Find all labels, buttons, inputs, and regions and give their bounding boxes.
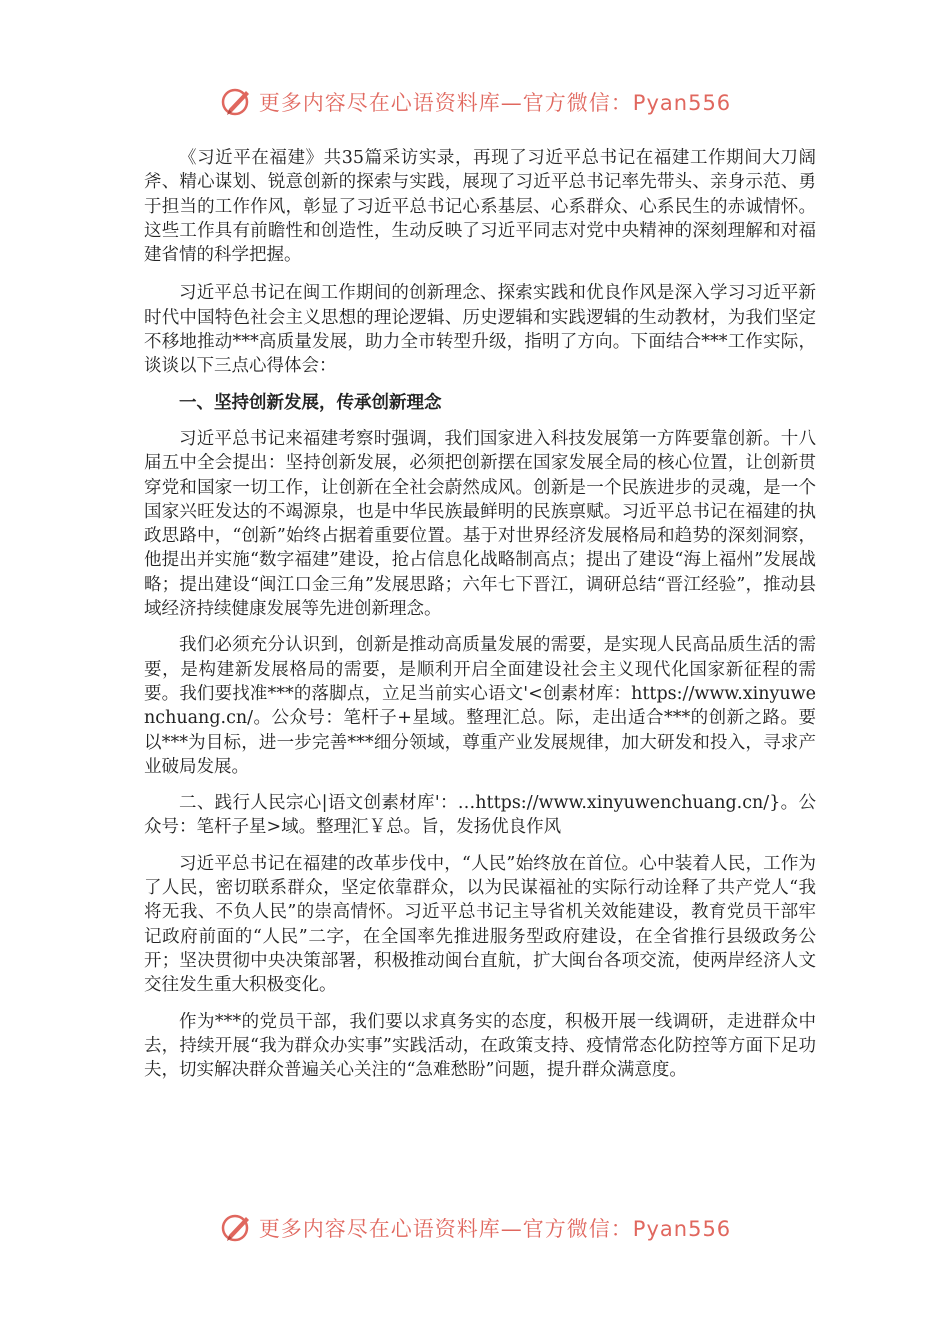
paragraph-innovation: 习近平总书记来福建考察时强调，我们国家进入科技发展第一方阵要靠创新。十八届五中全会提出：坚持创新发展，必须把创新摆在国家发展全局的核心位置，让创新贯穿党和国家一切工作，让创新在全社会蔚然成风。创新是一个民族进步的灵魂，是一个国家兴旺发达的不竭源泉，也是中华民族最鲜明的民族禀赋。习近平总书记在福建的执政思路中，“创新”始终占据着重要位置。基于对世界经济发展格局和趋势的深刻洞察，他提出并实施“数字福建”建设，抢占信息化战略制高点；提出了建设“海上福州”发展战略；提出建设“闽江口金三角”发展思路；六年七下晋江，调研总结“晋江经验”，推动县域经济持续健康发展等先进创新理念。 <box>144 428 816 620</box>
paragraph-people: 习近平总书记在福建的改革步伐中，“人民”始终放在首位。心中装着人民，工作为了人民，密切联系群众，坚定依靠群众，以为民谋福祉的实际行动诠释了共产党人“我将无我、不负人民”的崇高情怀。习近平总书记主导省机关效能建设，教育党员干部牢记政府前面的“人民”二字，在全国率先推进服务型政府建设，在全省推行县级政务公开；坚决贯彻中央决策部署，积极推动闽台直航，扩大闽台各项交流，使两岸经济人文交往发生重大积极变化。 <box>144 853 816 996</box>
section-heading-1: 一、坚持创新发展，传承创新理念 <box>179 392 442 413</box>
paragraph-intro: 《习近平在福建》共35篇采访实录，再现了习近平总书记在福建工作期间大刀阔斧、精心谋划、锐意创新的探索与实践，展现了习近平总书记率先带头、亲身示范、勇于担当的工作作风，彰显了习近平总书记心系基层、心系群众、心系民生的赤诚情怀。这些工作具有前瞻性和创造性，生动反映了习近平同志对党中央精神的深刻理解和对福建省情的科学把握。 <box>144 148 816 266</box>
pen-logo-icon <box>219 1211 253 1245</box>
banner-text: 更多内容尽在心语资料库—官方微信：Pyan556 <box>258 91 732 115</box>
paragraph-people-action: 作为***的党员干部，我们要以求真务实的态度，积极开展一线调研，走进群众中去，持续开展“我为群众办实事”实践活动，在政策支持、疫情常态化防控等方面下足功夫，切实解决群众普遍关心关注的“急难愁盼”问题，提升群众满意度。 <box>144 1011 816 1081</box>
header-banner <box>0 82 950 122</box>
section-heading-2: 二、践行人民宗心|语文创素材库'：…https://www.xinyuwenchuang.cn/}。公众号：笔杆子星>域。整理汇￥总。旨，发扬优良作风 <box>144 793 816 838</box>
paragraph-summary: 习近平总书记在闽工作期间的创新理念、探索实践和优良作风是深入学习习近平新时代中国特色社会主义思想的理论逻辑、历史逻辑和实践逻辑的生动教材，为我们坚定不移地推动***高质量发展，助力全市转型升级，指明了方向。下面结合***工作实际，谈谈以下三点心得体会： <box>144 283 816 377</box>
banner-text: 更多内容尽在心语资料库—官方微信：Pyan556 <box>258 1217 732 1241</box>
pen-logo-icon <box>219 85 253 119</box>
document-body <box>144 146 816 1094</box>
footer-banner <box>0 1208 950 1248</box>
paragraph-innovation-action: 我们必须充分认识到，创新是推动高质量发展的需要，是实现人民高品质生活的需要，是构建新发展格局的需要，是顺利开启全面建设社会主义现代化国家新征程的需要。我们要找准***的落脚点，立足当前实心语文'<创素材库：https://www.xinyuwenchuang.cn/。公众号：笔杆子+星域。整理汇总。际，走出适合***的创新之路。要以***为目标，进一步完善***细分领域，尊重产业发展规律，加大研发和投入，寻求产业破局发展。 <box>144 635 816 777</box>
